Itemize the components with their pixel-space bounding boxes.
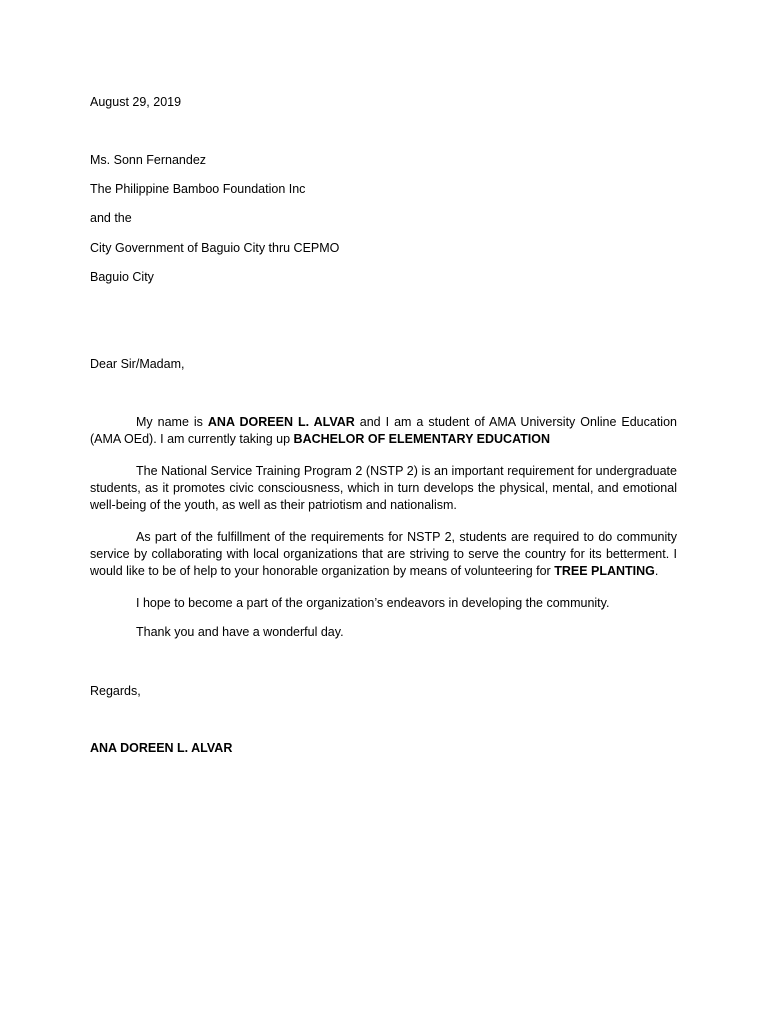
closing: Regards,	[90, 684, 141, 698]
paragraph-nstp: The National Service Training Program 2 (NSTP 2) is an important requirement for undergraduate students, as it promotes civic consciousness, which in turn develops the physical, mental, and emotional well-being of the youth, as well as their patriotism and nationalism.	[90, 464, 677, 512]
paragraph-hope: I hope to become a part of the organization’s endeavors in developing the community.	[136, 596, 610, 610]
recipient-name: Ms. Sonn Fernandez	[90, 153, 207, 167]
letter-date: August 29, 2019	[90, 95, 182, 109]
course-name: BACHELOR OF ELEMENTARY EDUCATION	[293, 432, 551, 446]
paragraph-introduction: My name is ANA DOREEN L. ALVAR and I am a student of AMA University Online Education (AMA OEd). I am currently taking up BACHELOR OF ELEMENTARY EDUCATION	[90, 415, 677, 446]
recipient-org-1: The Philippine Bamboo Foundation Inc	[90, 182, 306, 196]
recipient-conjunction: and the	[90, 211, 132, 225]
activity-name: TREE PLANTING	[554, 564, 655, 578]
recipient-city: Baguio City	[90, 270, 154, 284]
student-name: ANA DOREEN L. ALVAR	[207, 415, 355, 429]
recipient-org-2: City Government of Baguio City thru CEPMO	[90, 241, 340, 255]
paragraph-request: As part of the fulfillment of the requirements for NSTP 2, students are required to do community service by collaborating with local organizations that are striving to serve the country for its betterment. I would like to be of help to your honorable organization by means of volunteering for TREE PLANTING.	[90, 530, 677, 578]
salutation: Dear Sir/Madam,	[90, 357, 185, 371]
paragraph-thanks: Thank you and have a wonderful day.	[136, 625, 344, 639]
signature-name: ANA DOREEN L. ALVAR	[90, 741, 233, 755]
